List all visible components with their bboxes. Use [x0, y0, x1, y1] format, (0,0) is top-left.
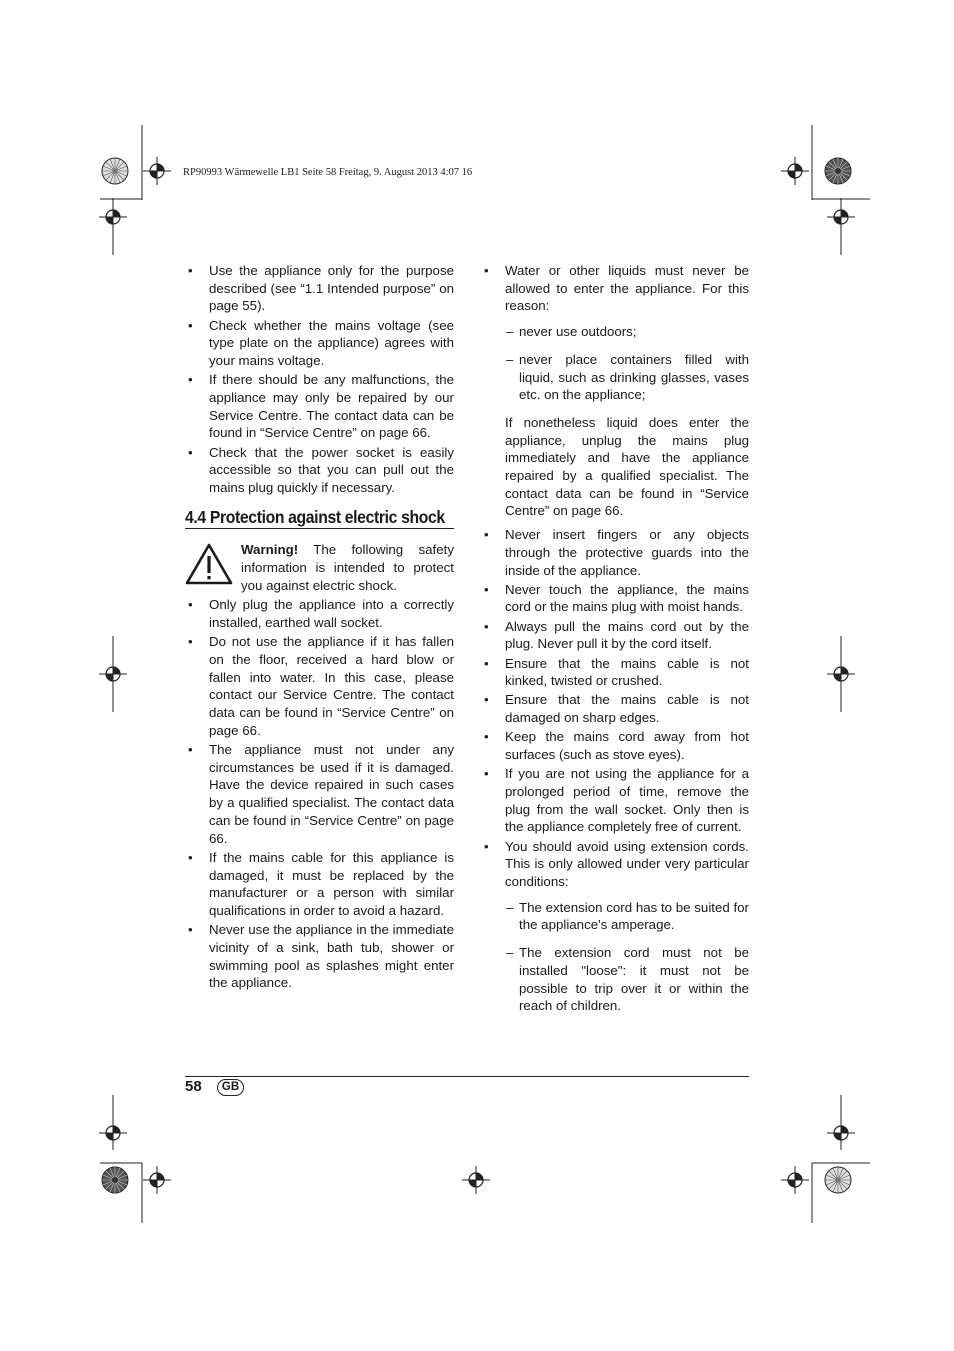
list-item: • The appliance must not under any circumstances be used if it is damaged. Have the device repaired in such cases by a qualified specialist. The contact data can be found in “Service Centre” on page 66. [185, 741, 454, 847]
warning-body: The following safety information is intended to protect you against electric shock. [241, 542, 454, 593]
right-column [481, 262, 749, 1025]
dash-item: – The extension cord has to be suited for the appliance's amperage. [505, 899, 749, 934]
list-item: • Check that the power socket is easily accessible so that you can pull out the mains plug quickly if necessary. [185, 444, 454, 497]
electric-shock-bullet-list [185, 596, 454, 991]
print-header: RP90993 Wärmewelle LB1 Seite 58 Freitag, 9. August 2013 4:07 16 [183, 167, 473, 178]
language-badge: GB [217, 1079, 244, 1096]
list-item: • Never use the appliance in the immediate vicinity of a sink, bath tub, shower or swimming pool as splashes might enter the appliance. [185, 921, 454, 992]
list-item: • Ensure that the mains cable is not kinked, twisted or crushed. [481, 655, 749, 690]
list-item [481, 262, 749, 520]
list-item [481, 838, 749, 1015]
list-item: • Only plug the appliance into a correctly installed, earthed wall socket. [185, 596, 454, 631]
dash-item: – The extension cord must not be installed "loose": it must not be possible to trip over it or within the reach of children. [505, 944, 749, 1015]
left-column [185, 262, 454, 993]
list-item: • Always pull the mains cord out by the plug. Never pull it by the cord itself. [481, 618, 749, 653]
warning-label: Warning! [241, 542, 299, 558]
water-bullet-list [481, 262, 749, 1015]
list-item: • Do not use the appliance if it has fallen on the floor, received a hard blow or fallen into water. In this case, please contact our Service Centre. The contact data can be found in “Service Centre” on page 66. [185, 633, 454, 739]
extension-bullet-text: You should avoid using extension cords. This is only allowed under very particular conditions: [505, 838, 749, 889]
section-heading: 4.4 Protection against electric shock [185, 509, 454, 530]
water-bullet-text: Water or other liquids must never be allowed to enter the appliance. For this reason: [505, 263, 749, 314]
list-item: • If you are not using the appliance for a prolonged period of time, remove the plug from the wall socket. Only then is the appliance completely free of current. [481, 765, 749, 836]
list-item: • Ensure that the mains cable is not damaged on sharp edges. [481, 691, 749, 726]
warning-triangle-icon [185, 541, 241, 594]
list-item: • If there should be any malfunctions, the appliance may only be repaired by our Service Centre. The contact data can be found in “Service Centre” on page 66. [185, 371, 454, 442]
extension-dash-list [505, 899, 749, 1015]
list-item: • Use the appliance only for the purpose described (see “1.1 Intended purpose” on page 55). [185, 262, 454, 315]
list-item: • Never insert fingers or any objects through the protective guards into the inside of the appliance. [481, 526, 749, 579]
water-dash-list [505, 323, 749, 404]
dash-item: – never place containers filled with liquid, such as drinking glasses, vases etc. on the appliance; [505, 351, 749, 404]
intro-bullet-list [185, 262, 454, 497]
list-item: • Never touch the appliance, the mains cord or the mains plug with moist hands. [481, 581, 749, 616]
list-item: • Check whether the mains voltage (see type plate on the appliance) agrees with your mains voltage. [185, 317, 454, 370]
water-paragraph: If nonetheless liquid does enter the appliance, unplug the mains plug immediately and have the appliance repaired by a qualified specialist. The contact data can be found in “Service Centre” on page 66. [505, 414, 749, 519]
footer-divider [185, 1076, 749, 1077]
list-item: • Keep the mains cord away from hot surfaces (such as stove eyes). [481, 728, 749, 763]
warning-text [241, 541, 454, 594]
list-item: • If the mains cable for this appliance is damaged, it must be replaced by the manufacturer or a person with similar qualifications in order to avoid a hazard. [185, 849, 454, 920]
dash-item: – never use outdoors; [505, 323, 749, 341]
page-number: 58 [185, 1078, 202, 1095]
warning-notice [185, 541, 454, 594]
